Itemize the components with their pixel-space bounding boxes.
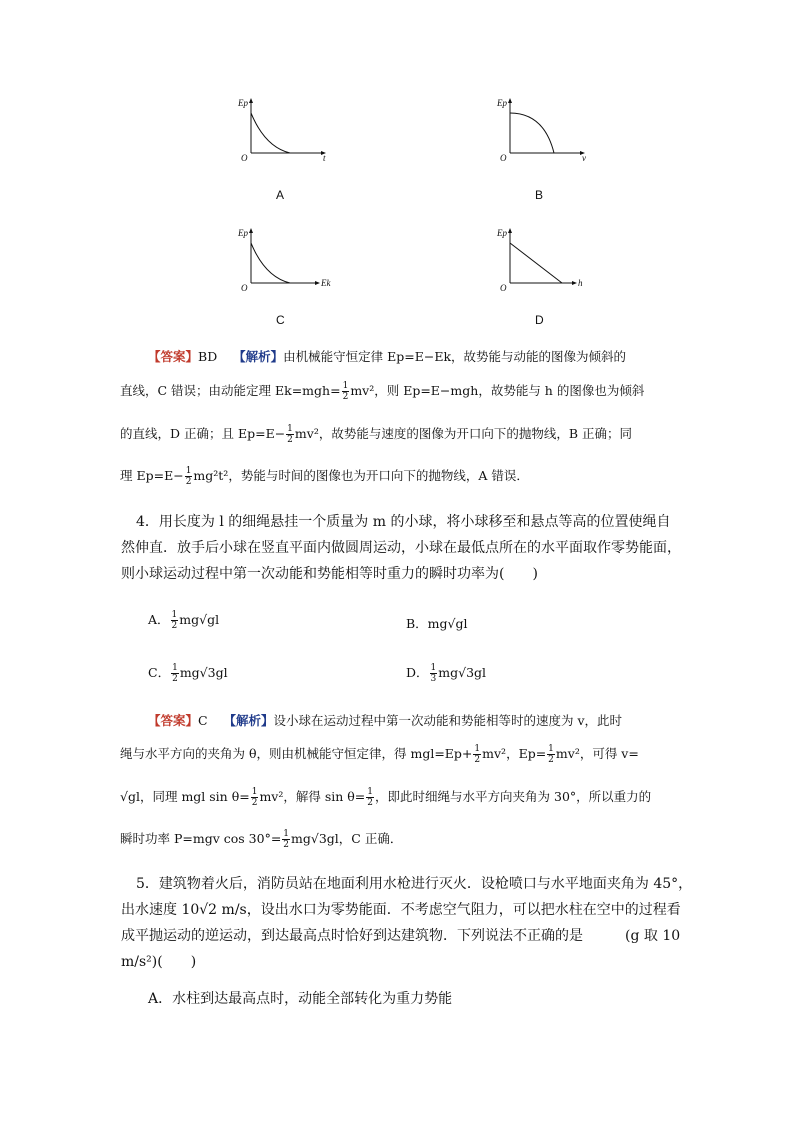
sol3-line1: 【答案】BD 【解析】由机械能守恒定律 Ep=E−Ek，故势能与动能的图像为倾斜的 — [148, 349, 627, 364]
sol4-line4: 瞬时功率 P=mgv cos 30°= $\frac{1}{2}$ mg√3gl，C 正确． — [120, 829, 403, 850]
q4-line2: 然伸直．放手后小球在竖直平面内做圆周运动，小球在最低点所在的水平面取作零势能面， — [121, 540, 681, 556]
q5-line1: 5．建筑物着火后，消防员站在地面利用水枪进行灭火．设枪喷口与水平地面夹角为 45°， — [136, 876, 693, 892]
graph-a-origin: O — [241, 153, 248, 163]
graph-b-ylabel: Ep — [497, 98, 507, 108]
explain-tag: 【解析】 — [223, 713, 274, 728]
sol3-line4: 理 Ep=E− $\frac{1}{2}$ mg²t²，势能与时间的图像也为开口向下的抛物线，A 错误． — [120, 466, 529, 487]
answer-value: C — [198, 713, 208, 728]
graph-b — [494, 95, 589, 165]
graph-a-ylabel: Ep — [238, 98, 248, 108]
q4-option-a[interactable]: A． $\frac{1}{2}$ mg√gl — [148, 610, 220, 631]
q4-option-c[interactable]: C． $\frac{1}{2}$ mg√3gl — [148, 663, 228, 684]
graph-c-label: C — [276, 313, 285, 327]
graph-a-xlabel: t — [323, 153, 326, 163]
graph-d-ylabel: Ep — [497, 228, 507, 238]
q5-line4: m/s²)( ) — [121, 954, 197, 970]
sol4-line3: √gl，同理 mgl sin θ= $\frac{1}{2}$ mv²，解得 sin θ= $\frac{1}{2}$ ，即此时细绳与水平方向夹角为 30°，所以重力的 — [120, 787, 652, 808]
graph-a-label: A — [276, 188, 285, 202]
answer-tag: 【答案】 — [148, 713, 199, 728]
graph-c-xlabel: Ek — [321, 278, 331, 288]
q4-option-b[interactable]: B．mg√gl — [406, 616, 468, 631]
graph-a — [235, 95, 330, 165]
q5-line3: 成平抛运动的逆运动，到达最高点时恰好到达建筑物．下列说法不正确的是 (g 取 10 — [121, 928, 681, 944]
answer-tag: 【答案】 — [148, 349, 199, 364]
sol3-line2: 直线，C 错误；由动能定理 Ek=mgh= $\frac{1}{2}$ mv²，则 Ep=E−mgh，故势能与 h 的图像也为倾斜 — [120, 381, 645, 402]
answer-value: BD — [198, 349, 218, 364]
graph-c-origin: O — [241, 283, 248, 293]
graph-c — [235, 225, 330, 295]
sol4-line1: 【答案】C 【解析】设小球在运动过程中第一次动能和势能相等时的速度为 v，此时 — [148, 713, 623, 728]
graph-d-xlabel: h — [578, 278, 583, 288]
graph-d — [494, 225, 589, 295]
sol3-line3: 的直线，D 正确；且 Ep=E− $\frac{1}{2}$ mv²，故势能与速度的图像为开口向下的抛物线，B 正确；同 — [120, 424, 632, 445]
q4-line1: 4．用长度为 l 的细绳悬挂一个质量为 m 的小球，将小球移至和悬点等高的位置使绳自 — [136, 514, 671, 530]
graph-d-label: D — [535, 313, 544, 327]
explain-tag: 【解析】 — [233, 349, 284, 364]
graph-b-label: B — [535, 188, 544, 202]
q4-line3: 则小球运动过程中第一次动能和势能相等时重力的瞬时功率为( ) — [121, 566, 538, 582]
q5-line2: 出水速度 10√2 m/s，设出水口为零势能面．不考虑空气阻力，可以把水柱在空中的过程看 — [121, 902, 681, 918]
q5-option-a[interactable]: A．水柱到达最高点时，动能全部转化为重力势能 — [148, 991, 453, 1007]
graph-b-xlabel: v — [582, 153, 586, 163]
graph-c-ylabel: Ep — [238, 228, 248, 238]
sol4-line2: 绳与水平方向的夹角为 θ，则由机械能守恒定律，得 mgl=Ep+ $\frac{1}{2}$ mv²，Ep= $\frac{1}{2}$ mv²，可得 v= — [120, 744, 639, 765]
graph-d-origin: O — [500, 283, 507, 293]
graph-b-origin: O — [500, 153, 507, 163]
q4-option-d[interactable]: D． $\frac{1}{3}$ mg√3gl — [406, 663, 487, 684]
